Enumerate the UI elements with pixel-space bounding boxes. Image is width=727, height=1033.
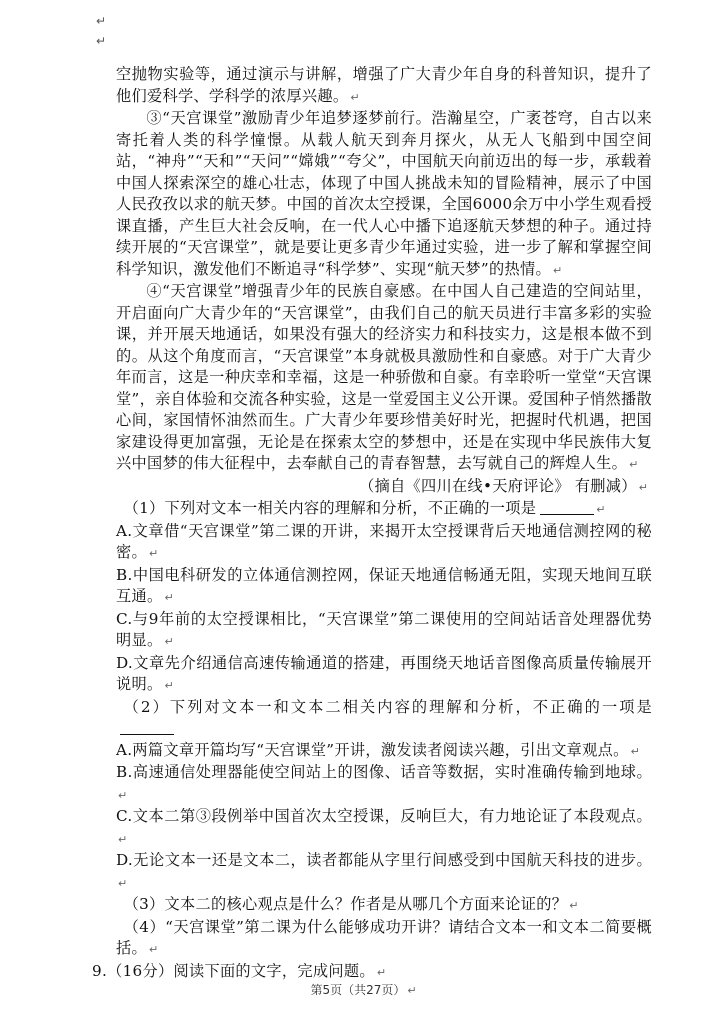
q2-option-b: B.高速通信处理器能使空间站上的图像、话音等数据，实时准确传输到地球。↵ [116, 763, 652, 802]
q2-option-c: C.文本二第③段例举中国首次太空授课，反响巨大，有力地论证了本段观点。↵ [116, 807, 652, 846]
q2-option-d: D.无论文本一还是文本二，读者都能从字里行间感受到中国航天科技的进步。↵ [116, 851, 652, 890]
question-2: （2）下列对文本一和文本二相关内容的理解和分析，不正确的一项是 [116, 697, 652, 740]
paragraph-4: ④“天宫课堂”增强青少年的民族自豪感。在中国人自己建造的空间站里，开启面向广大青少年的“天宫课堂”，由我们自己的航天员进行丰富多彩的实验课，并开展天地通话，如果没有强大的经济实力和科技实力，这是根本做不到的。从这个角度而言，“天宫课堂”本身就极具激励性和自豪感。对于广大青少年而言，这是一种庆幸和幸福，这是一种骄傲和自豪。有幸聆听一堂堂“天宫课堂”，亲自体验和交流各种实验，这是一堂爱国主义公开课。爱国种子悄然播散心间，家国情怀油然而生。广大青少年要珍惜美好时光，把握时代机遇，把国家建设得更加富强，无论是在探索太空的梦想中，还是在实现中华民族伟大复兴中国梦的伟大征程中，去奉献自己的青春智慧，去写就自己的辉煌人生。 ↵ [116, 282, 652, 472]
question-3: （3）文本二的核心观点是什么？作者是从哪几个方面来论证的？ ↵ [123, 895, 579, 913]
answer-blank [540, 500, 594, 515]
question-1: （1）下列对文本一相关内容的理解和分析，不正确的一项是 ↵ [123, 499, 606, 517]
page-footer: 第5页（共27页） ↵ [310, 983, 417, 997]
document-body [92, 64, 652, 983]
paragraph-continued: 空抛物实验等，通过演示与讲解，增强了广大青少年自身的科普知识，提升了他们爱科学、学科学的浓厚兴趣。 ↵ [116, 65, 652, 105]
q1-option-d: D.文章先介绍通信高速传输通道的搭建，再围绕天地话音图像高质量传输展开说明。 ↵ [116, 653, 652, 693]
q1-option-a: A.文章借“天宫课堂”第二课的开讲，来揭开太空授课背后天地通信测控网的秘密。 ↵ [116, 521, 652, 561]
question-9-heading: 9.（16分）阅读下面的文字，完成问题。 ↵ [92, 961, 387, 980]
source-citation: （摘自《四川在线•天府评论》 有删减） ↵ [359, 476, 648, 495]
paragraph-mark: ↵ [96, 14, 107, 28]
paragraph-3: ③“天宫课堂”激励青少年追梦逐梦前行。浩瀚星空，广袤苍穹，自古以来寄托着人类的科学憧憬。从载人航天到奔月探火，从无人飞船到中国空间站，“神舟”“天和”“天问”“嫦娥”“夸父”，中国航天向前迈出的每一步，承载着中国人探索深空的雄心壮志，体现了中国人挑战未知的冒险精神，展示了中国人民孜孜以求的航天梦。中国的首次太空授课，全国6000余万中小学生观看授课直播，产生巨大社会反响，在一代人心中播下追逐航天梦想的种子。通过持续开展的“天宫课堂”，就是要让更多青少年通过实验，进一步了解和掌握空间科学知识，激发他们不断追寻“科学梦”、实现“航天梦”的热情。 ↵ [116, 109, 652, 278]
answer-blank [120, 720, 174, 735]
question-4: （4）“天宫课堂”第二课为什么能够成功开讲？请结合文本一和文本二简要概括。 ↵ [116, 917, 652, 957]
paragraph-mark: ↵ [96, 34, 107, 48]
q1-option-c: C.与9年前的太空授课相比，“天宫课堂”第二课使用的空间站话音处理器优势明显。 ↵ [116, 609, 652, 649]
q2-option-a: A.两篇文章开篇均写“天宫课堂”开讲，激发读者阅读兴趣，引出文章观点。 ↵ [116, 740, 640, 759]
q1-option-b: B.中国电科研发的立体通信测控网，保证天地通信畅通无阻，实现天地间互联互通。 ↵ [116, 565, 652, 605]
